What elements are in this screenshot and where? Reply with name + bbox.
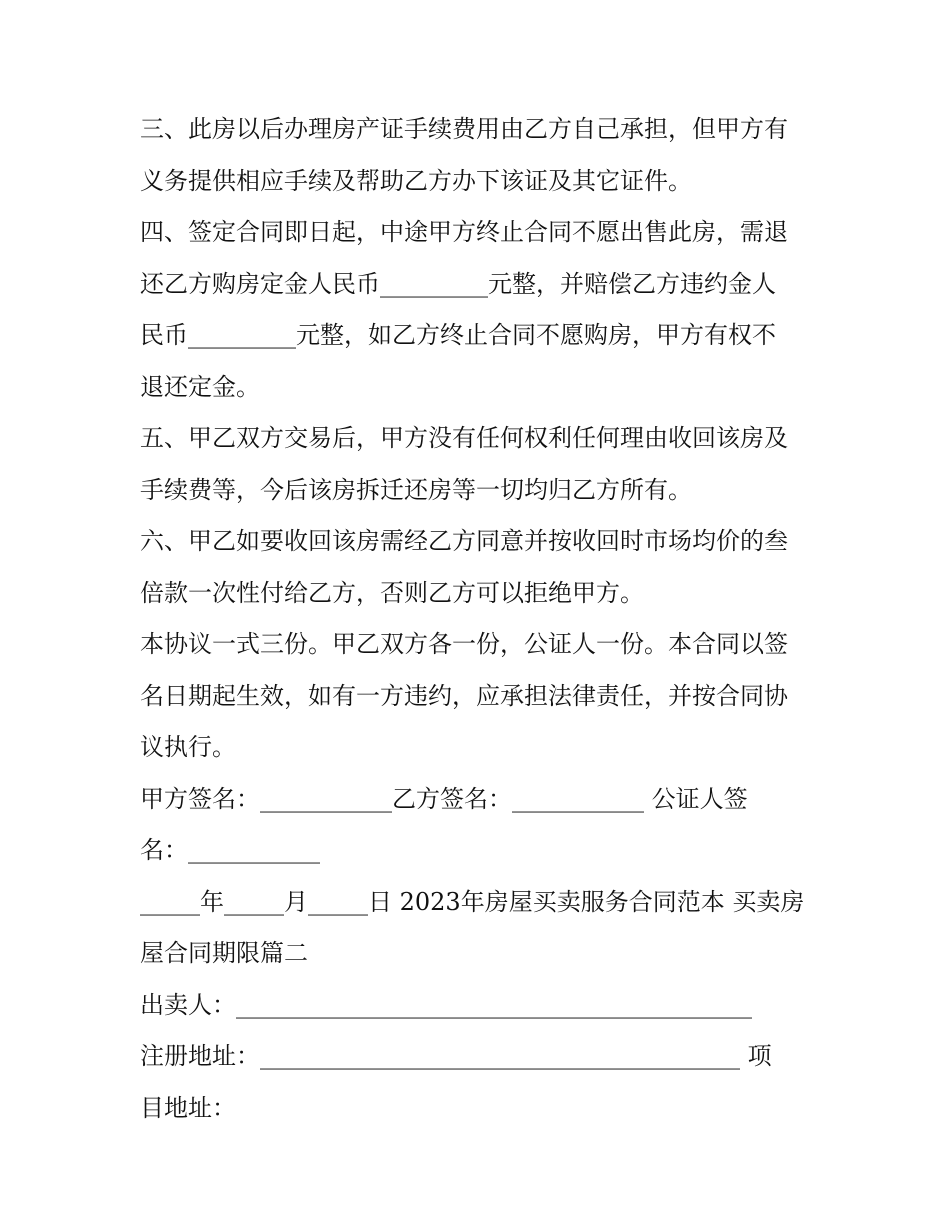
text-line: 义务提供相应手续及帮助乙方办下该证及其它证件。 — [140, 166, 692, 195]
text-line: 六、甲乙如要收回该房需经乙方同意并按收回时市场均价的叁 — [140, 527, 788, 555]
project-address-line: 目地址： — [140, 1093, 236, 1122]
text-line: 还乙方购房定金人民币_________元整，并赔偿乙方违约金人 — [140, 269, 776, 298]
signature-line: 名：___________ — [140, 836, 320, 864]
text-line: 议执行。 — [140, 733, 236, 761]
text-line: 五、甲乙双方交易后，甲方没有任何权利任何理由收回该房及 — [140, 424, 788, 452]
address-field-line: 注册地址：________________________________________ 项 — [140, 1042, 772, 1070]
text-line: 三、此房以后办理房产证手续费用由乙方自己承担，但甲方有 — [140, 115, 788, 143]
section-title-line: 屋合同期限篇二 — [140, 939, 308, 967]
text-line: 本协议一式三份。甲乙双方各一份，公证人一份。本合同以签 — [140, 630, 788, 658]
text-line: 手续费等，今后该房拆迁还房等一切均归乙方所有。 — [140, 475, 692, 504]
text-line: 退还定金。 — [140, 372, 260, 401]
seller-field-line: 出卖人：___________________________________________ — [140, 990, 752, 1019]
signature-line: 甲方签名：___________乙方签名：___________ 公证人签 — [140, 784, 748, 813]
text-line: 民币_________元整，如乙方终止合同不愿购房，甲方有权不 — [140, 321, 776, 349]
text-line: 名日期起生效，如有一方违约，应承担法律责任，并按合同协 — [140, 681, 788, 710]
contract-text — [140, 104, 820, 1134]
text-line: 倍款一次性付给乙方，否则乙方可以拒绝甲方。 — [140, 578, 644, 607]
date-line: _____年_____月_____日 2023年房屋买卖服务合同范本 买卖房 — [140, 887, 805, 916]
text-line: 四、签定合同即日起，中途甲方终止合同不愿出售此房，需退 — [140, 218, 788, 246]
